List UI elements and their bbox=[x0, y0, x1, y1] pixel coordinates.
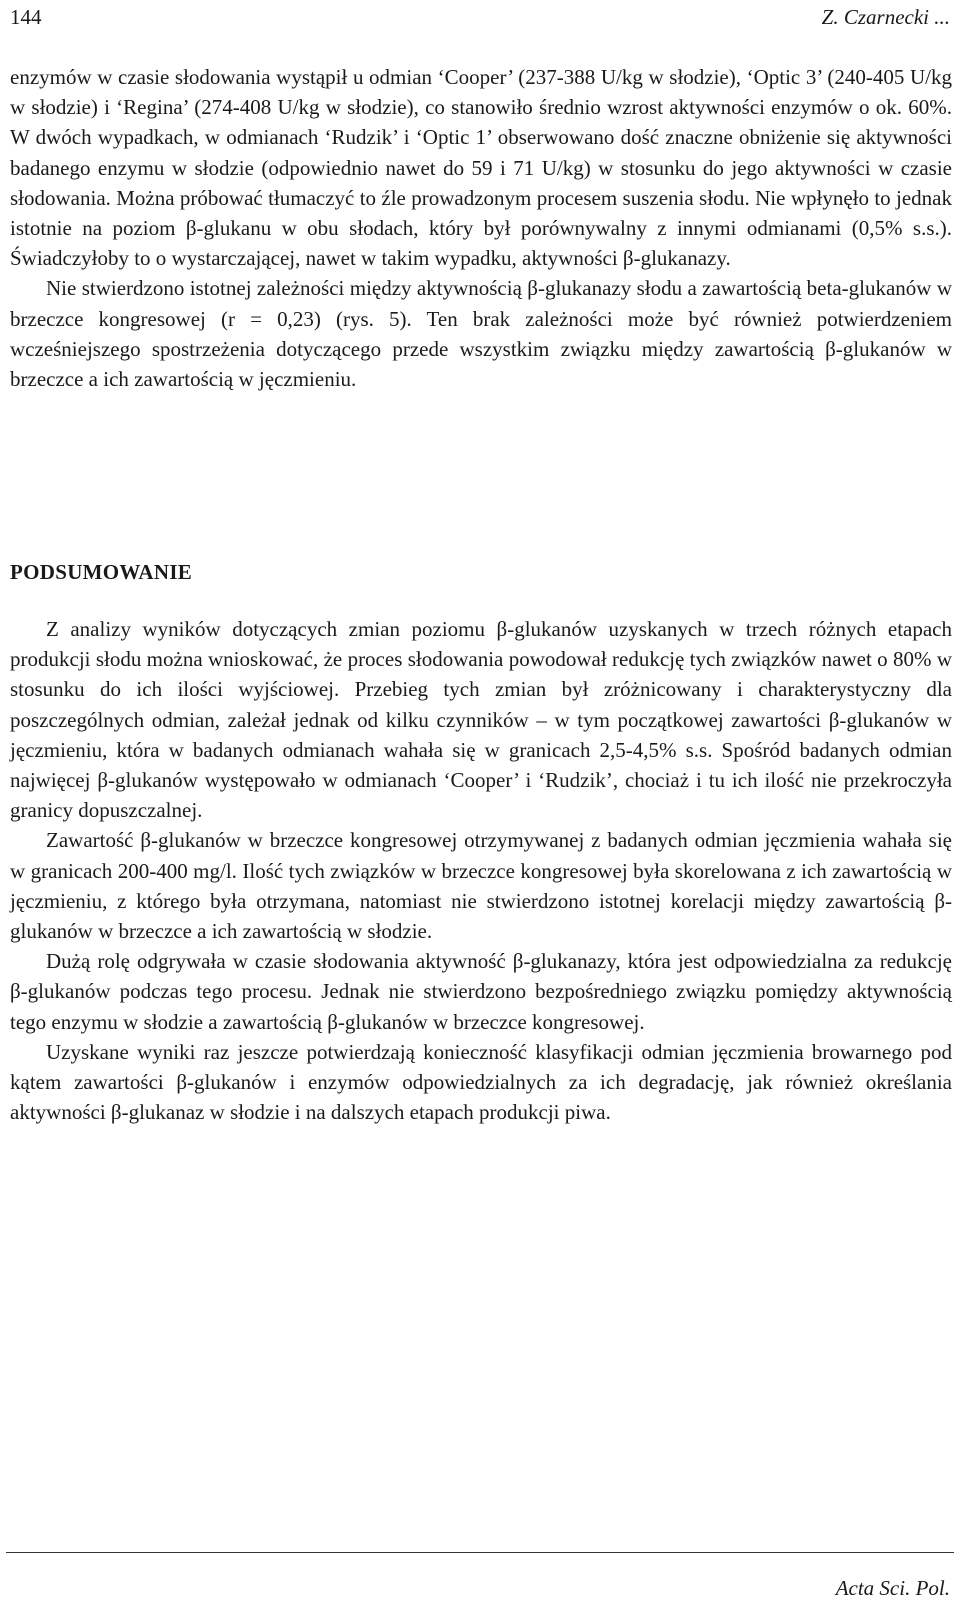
summary-paragraph: Zawartość β-glukanów w brzeczce kongresowej otrzymywanej z badanych odmian jęczmienia wahała się w granicach 200-400 mg/l. Ilość tych związków w brzeczce kongresowej była skorelowana z ich zawartością w jęczmieniu, z którego była otrzymana, natomiast nie stwierdzono istotnej korelacji między zawartością β-glukanów w brzeczce a ich zawartością w słodzie. bbox=[10, 828, 952, 944]
body-paragraph-continued: enzymów w czasie słodowania wystąpił u odmian ‘Cooper’ (237-388 U/kg w słodzie), ‘Optic 3’ (240-405 U/kg w słodzie) i ‘Regina’ (274-408 U/kg w słodzie), co stanowiło średnio wzrost aktywności enzymów o ok. 60%. W dwóch wypadkach, w odmianach ‘Rudzik’ i ‘Optic 1’ obserwowano dość znaczne obniżenie się aktywności badanego enzymu w słodzie (odpowiednio nawet do 59 i 71 U/kg) w stosunku do jego aktywności w czasie słodowania. Można próbować tłumaczyć to źle prowadzonym procesem suszenia słodu. Nie wpłynęło to jednak istotnie na poziom β-glukanu w obu słodach, który był porównywalny z innymi odmianami (0,5% s.s.). Świadczyłoby to o wystarczającej, nawet w takim wypadku, aktywności β-glukanazy. bbox=[10, 65, 952, 271]
summary-section bbox=[10, 614, 952, 1127]
body-text bbox=[10, 62, 952, 394]
journal-footer: Acta Sci. Pol. bbox=[835, 1576, 950, 1600]
body-paragraph: Nie stwierdzono istotnej zależności między aktywnością β-glukanazy słodu a zawartością beta-glukanów w brzeczce kongresowej (r = 0,23) (rys. 5). Ten brak zależności może być również potwierdzeniem wcześniejszego spostrzeżenia dotyczącego przede wszystkim związku między zawartością β-glukanów w brzeczce a ich zawartością w jęczmieniu. bbox=[10, 276, 952, 392]
footer-divider bbox=[6, 1552, 954, 1553]
section-heading-summary: PODSUMOWANIE bbox=[10, 560, 193, 584]
page-number: 144 bbox=[10, 5, 42, 29]
running-title: Z. Czarnecki ... bbox=[821, 5, 950, 29]
running-header bbox=[10, 2, 950, 32]
summary-paragraph: Dużą rolę odgrywała w czasie słodowania aktywność β-glukanazy, która jest odpowiedzialna za redukcję β-glukanów podczas tego procesu. Jednak nie stwierdzono bezpośredniego związku pomiędzy aktywnością tego enzymu w słodzie a zawartością β-glukanów w brzeczce kongresowej. bbox=[10, 949, 952, 1034]
summary-paragraph: Z analizy wyników dotyczących zmian poziomu β-glukanów uzyskanych w trzech różnych etapach produkcji słodu można wnioskować, że proces słodowania powodował redukcję tych związków nawet o 80% w stosunku do ich ilości wyjściowej. Przebieg tych zmian był zróżnicowany i charakterystyczny dla poszczególnych odmian, zależał jednak od kilku czynników – w tym początkowej zawartości β-glukanów w jęczmieniu, która w badanych odmianach wahała się w granicach 2,5-4,5% s.s. Spośród badanych odmian najwięcej β-glukanów występowało w odmianach ‘Cooper’ i ‘Rudzik’, chociaż i tu ich ilość nie przekroczyła granicy dopuszczalnej. bbox=[10, 617, 952, 823]
summary-paragraph: Uzyskane wyniki raz jeszcze potwierdzają konieczność klasyfikacji odmian jęczmienia browarnego pod kątem zawartości β-glukanów i enzymów odpowiedzialnych za ich degradację, jak również określania aktywności β-glukanaz w słodzie i na dalszych etapach produkcji piwa. bbox=[10, 1039, 952, 1125]
